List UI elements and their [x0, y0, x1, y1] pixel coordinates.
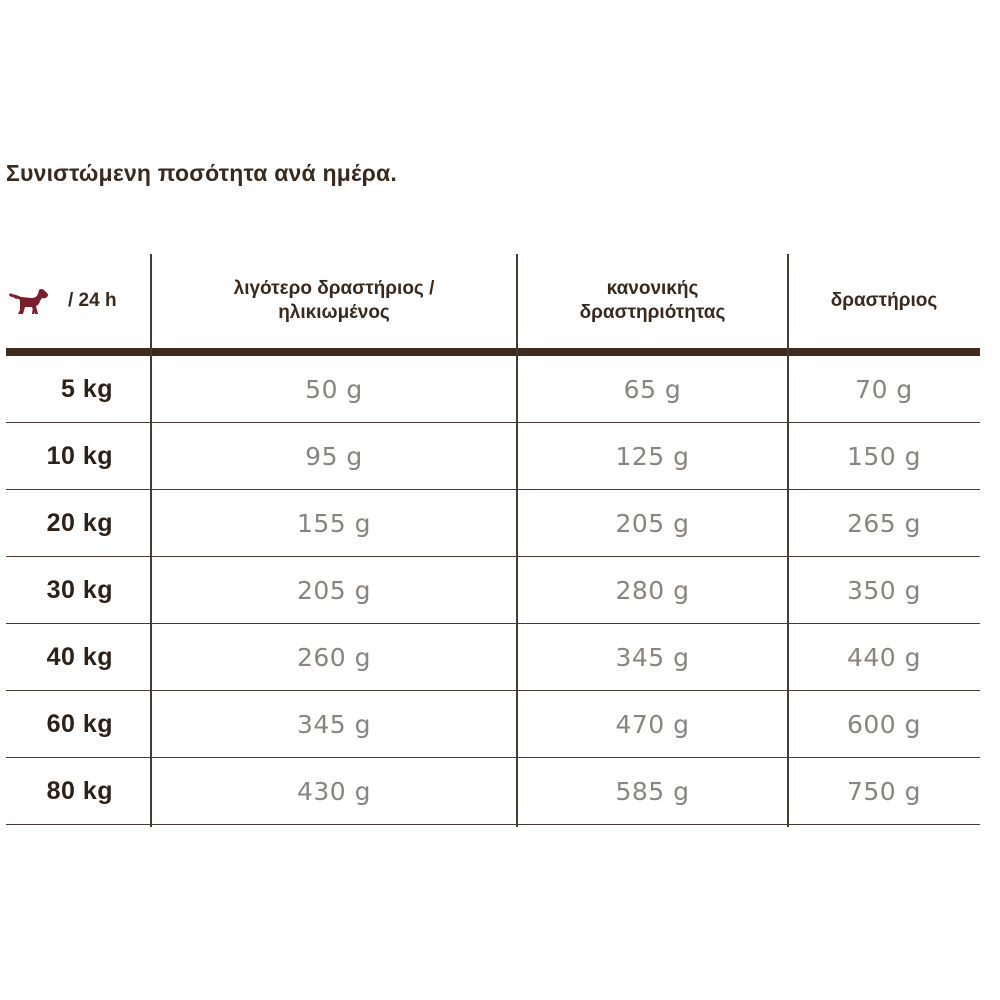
per-day-label: / 24 h: [68, 290, 117, 311]
value-cell: 440 g: [846, 642, 922, 672]
value-cell: 65 g: [623, 374, 682, 404]
value-cell: 345 g: [296, 709, 372, 739]
dog-icon: [8, 286, 50, 316]
header-weight-cell: [6, 254, 151, 348]
value-cell: 95 g: [305, 441, 363, 471]
value-cell: 280 g: [615, 575, 690, 605]
value-cell: 470 g: [615, 709, 690, 739]
table-row: [6, 557, 980, 624]
value-cell: 205 g: [615, 508, 690, 538]
value-cell: 585 g: [615, 776, 690, 806]
value-cell: 430 g: [296, 776, 372, 806]
weight-cell: 10 kg: [46, 441, 113, 470]
value-cell: 750 g: [846, 776, 922, 806]
weight-cell: 60 kg: [46, 709, 113, 738]
weight-cell: 80 kg: [46, 776, 113, 805]
value-cell: 155 g: [296, 508, 372, 538]
weight-cell: 5 kg: [60, 374, 113, 403]
header-less-active: λιγότερο δραστήριος / ηλικιωμένος: [233, 278, 435, 323]
weight-cell: 30 kg: [46, 575, 113, 604]
table-row: [6, 356, 980, 423]
value-cell: 205 g: [296, 575, 372, 605]
value-cell: 150 g: [846, 441, 922, 471]
value-cell: 125 g: [615, 441, 690, 471]
table-row: [6, 624, 980, 691]
table-row: [6, 423, 980, 490]
table-row: [6, 758, 980, 825]
page-title: Συνιστώμενη ποσότητα ανά ημέρα.: [6, 160, 397, 186]
header-rule: [6, 348, 980, 356]
table-header: [6, 254, 980, 348]
value-cell: 600 g: [846, 709, 922, 739]
value-cell: 50 g: [305, 374, 363, 404]
value-cell: 350 g: [846, 575, 922, 605]
header-normal-activity: κανονικής δραστηριότητας: [579, 278, 726, 323]
value-cell: 265 g: [846, 508, 922, 538]
weight-cell: 40 kg: [46, 642, 113, 671]
weight-cell: 20 kg: [46, 508, 113, 537]
value-cell: 345 g: [615, 642, 690, 672]
value-cell: 70 g: [855, 374, 913, 404]
table-row: [6, 691, 980, 758]
header-active: δραστήριος: [830, 290, 938, 311]
feeding-table: [6, 254, 980, 825]
value-cell: 260 g: [296, 642, 372, 672]
table-row: [6, 490, 980, 557]
